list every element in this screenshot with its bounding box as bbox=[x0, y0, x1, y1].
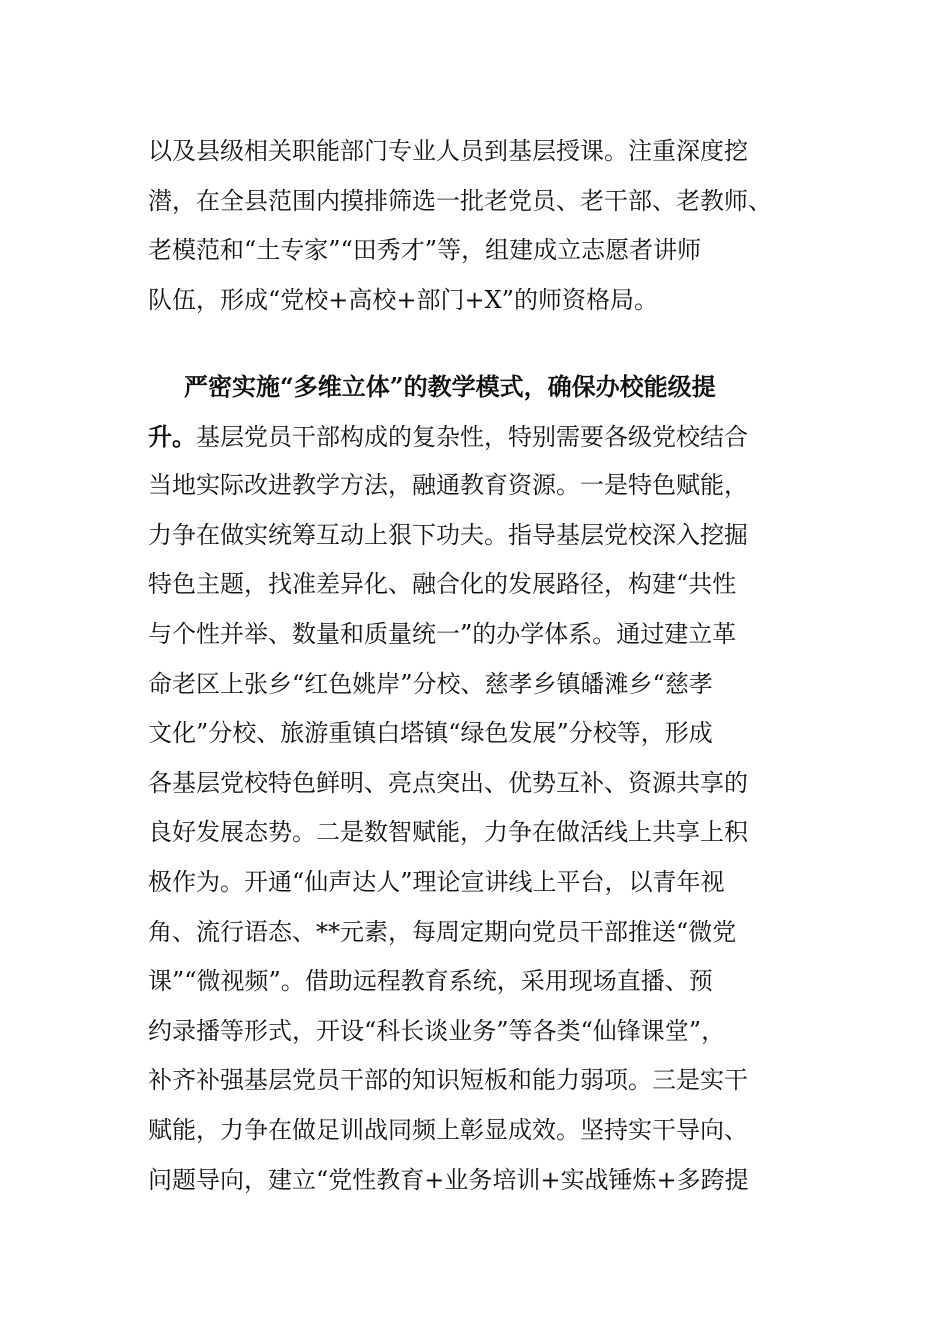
paragraph-faculty bbox=[148, 127, 798, 325]
text-line: 文化”分校、旅游重镇白塔镇“绿色发展”分校等，形成 bbox=[148, 719, 713, 748]
section-heading-end: 升。 bbox=[148, 421, 196, 451]
text-line: 特色主题，找准差异化、融合化的发展路径，构建“共性 bbox=[148, 570, 737, 599]
text-line: 极作为。开通“仙声达人”理论宣讲线上平台，以青年视 bbox=[148, 867, 725, 896]
text-line: 课”“微视频”。借助远程教育系统，采用现场直播、预 bbox=[148, 967, 713, 996]
text-line: 各基层党校特色鲜明、亮点突出、优势互补、资源共享的 bbox=[148, 768, 748, 797]
text-line: 当地实际改进教学方法，融通教育资源。一是特色赋能， bbox=[148, 471, 748, 500]
text-line: 问题导向，建立“党性教育+业务培训+实战锤炼+多跨提 bbox=[148, 1165, 749, 1194]
text-line: 队伍，形成“党校+高校+部门+X”的师资格局。 bbox=[148, 285, 658, 314]
text-line: 力争在做实统筹互动上狠下功夫。指导基层党校深入挖掘 bbox=[148, 520, 748, 549]
text-line: 以及县级相关职能部门专业人员到基层授课。注重深度挖 bbox=[148, 137, 748, 165]
text-line: 命老区上张乡“红色姚岸”分校、慈孝乡镇皤滩乡“慈孝 bbox=[148, 669, 713, 698]
text-line: 赋能，力争在做足训战同频上彰显成效。坚持实干导向、 bbox=[148, 1115, 748, 1144]
text-line-rest: 基层党员干部构成的复杂性，特别需要各级党校结合 bbox=[196, 422, 748, 451]
text-line: 良好发展态势。二是数智赋能，力争在做活线上共享上积 bbox=[148, 818, 748, 847]
text-line bbox=[148, 412, 798, 462]
text-line: 老模范和“土专家”“田秀才”等，组建成立志愿者讲师 bbox=[148, 236, 702, 265]
text-line: 约录播等形式，开设“科长谈业务”等各类“仙锋课堂”， bbox=[148, 1016, 726, 1045]
text-line: 与个性并举、数量和质量统一”的办学体系。通过建立革 bbox=[148, 619, 737, 648]
section-heading: 严密实施“多维立体”的教学模式，确保办校能级提 bbox=[184, 372, 716, 401]
text-line: 潜，在全县范围内摸排筛选一批老党员、老干部、老教师、 bbox=[148, 186, 772, 215]
text-line: 补齐补强基层党员干部的知识短板和能力弱项。三是实干 bbox=[148, 1066, 748, 1095]
text-line: 角、流行语态、**元素，每周定期向党员干部推送“微党 bbox=[148, 917, 737, 946]
paragraph-teaching-model bbox=[148, 362, 798, 1205]
